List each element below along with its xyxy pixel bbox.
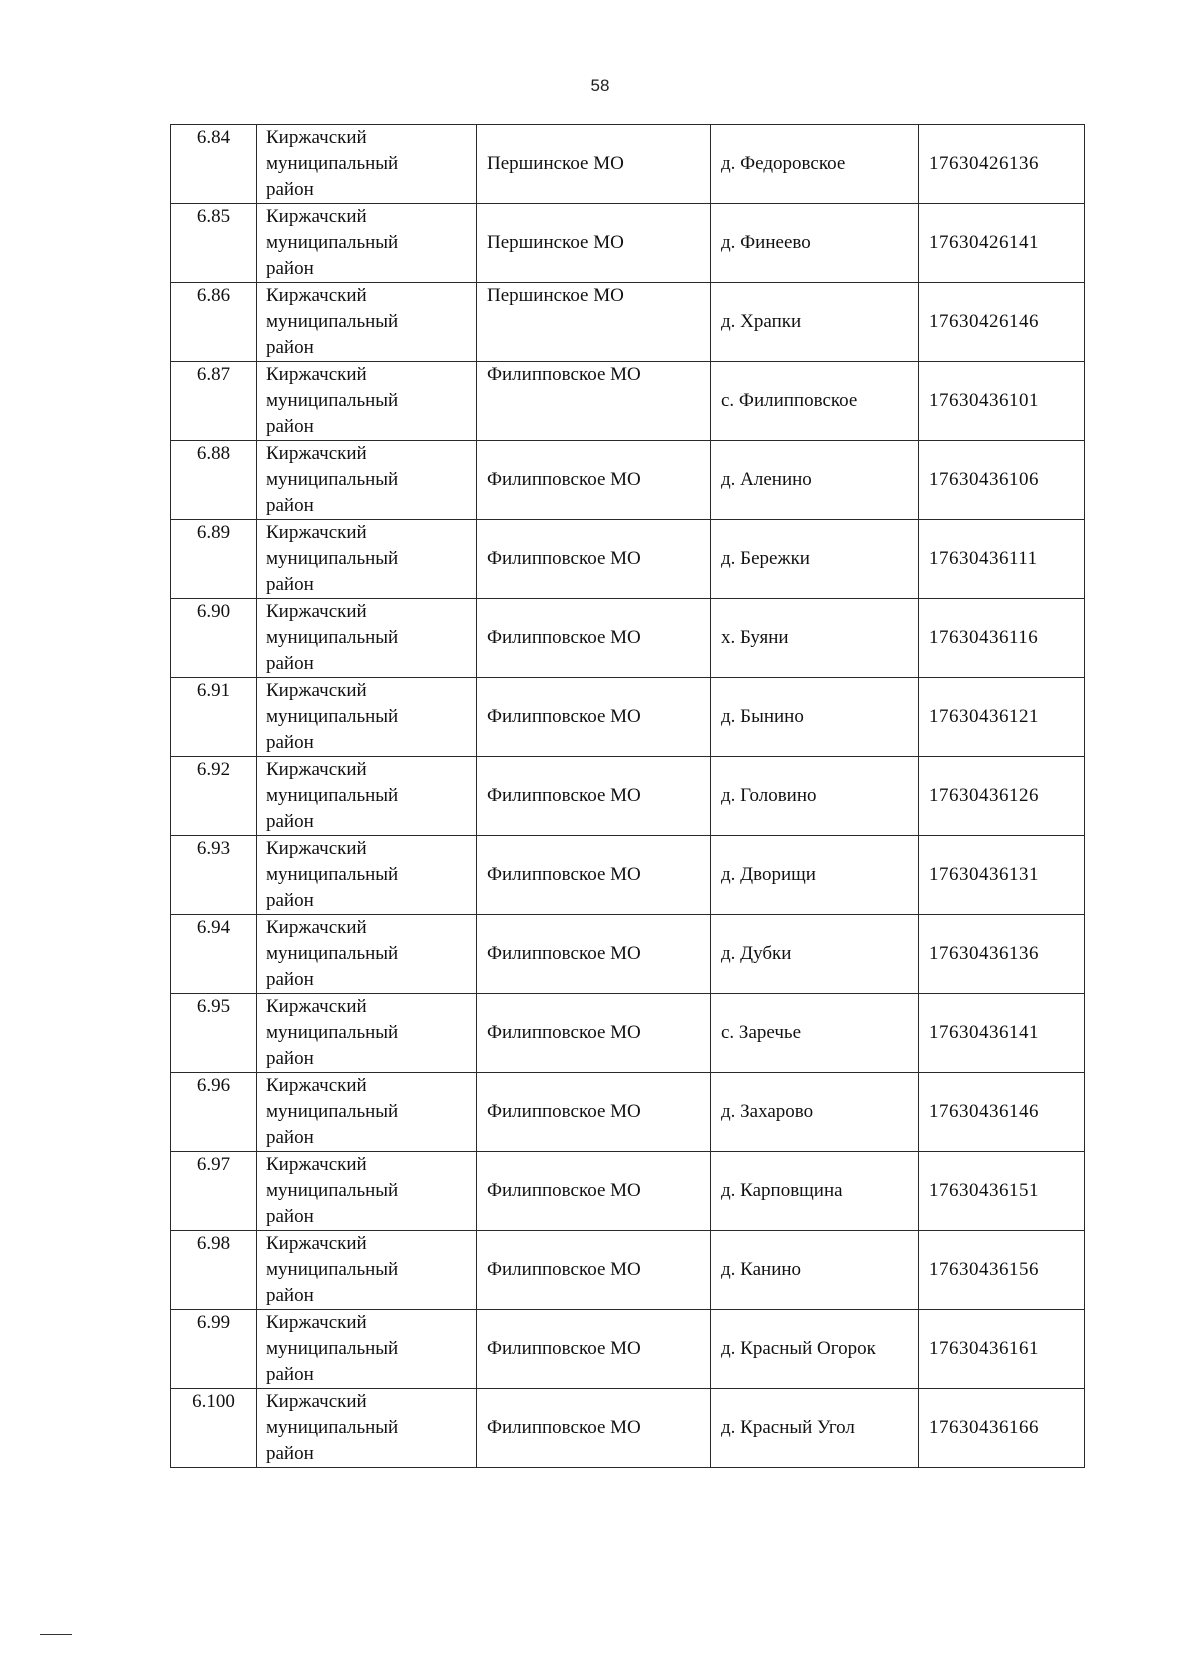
table-row [171,441,1085,520]
district-cell [257,520,477,599]
district-text-line: район [266,574,314,595]
district-text-line: район [266,416,314,437]
municipal-unit-cell: Першинское МО [477,283,711,362]
locality-cell: д. Красный Угол [711,1389,919,1468]
district-cell [257,125,477,204]
row-number-cell: 6.97 [171,1152,257,1231]
district-text-line: район [266,495,314,516]
district-text-line: муниципальный [266,864,399,885]
row-number-cell: 6.93 [171,836,257,915]
locality-cell: х. Буяни [711,599,919,678]
corner-scan-mark [40,1634,72,1635]
settlement-registry-table [170,124,1085,1468]
locality-cell: с. Филипповское [711,362,919,441]
district-cell [257,362,477,441]
municipal-unit-cell: Филипповское МО [477,915,711,994]
table-row [171,915,1085,994]
oktmo-code-cell: 17630436101 [919,362,1085,441]
district-text-line: район [266,1127,314,1148]
row-number-cell: 6.87 [171,362,257,441]
locality-cell: д. Бынино [711,678,919,757]
district-cell [257,204,477,283]
municipal-unit-cell: Филипповское МО [477,1389,711,1468]
district-text-line: Киржачский [266,1154,367,1175]
district-cell [257,1310,477,1389]
locality-cell: д. Финеево [711,204,919,283]
municipal-unit-cell: Филипповское МО [477,1231,711,1310]
row-number-cell: 6.94 [171,915,257,994]
municipal-unit-cell: Филипповское МО [477,1073,711,1152]
locality-cell: д. Дубки [711,915,919,994]
municipal-unit-cell: Филипповское МО [477,994,711,1073]
district-text-line: район [266,1048,314,1069]
oktmo-code-cell: 17630436126 [919,757,1085,836]
district-cell [257,994,477,1073]
table-row [171,1389,1085,1468]
municipal-unit-cell: Филипповское МО [477,757,711,836]
district-text-line: муниципальный [266,1022,399,1043]
district-text-line: муниципальный [266,548,399,569]
oktmo-code-cell: 17630436166 [919,1389,1085,1468]
district-cell [257,599,477,678]
district-text-line: муниципальный [266,1101,399,1122]
district-cell [257,757,477,836]
municipal-unit-cell: Филипповское МО [477,1310,711,1389]
district-text-line: район [266,811,314,832]
district-text-line: Киржачский [266,680,367,701]
row-number-cell: 6.98 [171,1231,257,1310]
oktmo-code-cell: 17630426141 [919,204,1085,283]
district-text-line: Киржачский [266,759,367,780]
row-number-cell: 6.86 [171,283,257,362]
district-text-line: муниципальный [266,469,399,490]
district-cell [257,441,477,520]
district-text-line: Киржачский [266,996,367,1017]
oktmo-code-cell: 17630436161 [919,1310,1085,1389]
district-text-line: Киржачский [266,206,367,227]
oktmo-code-cell: 17630436151 [919,1152,1085,1231]
oktmo-code-cell: 17630436146 [919,1073,1085,1152]
row-number-cell: 6.89 [171,520,257,599]
district-text-line: Киржачский [266,601,367,622]
municipal-unit-cell: Першинское МО [477,125,711,204]
locality-cell: д. Канино [711,1231,919,1310]
district-text-line: муниципальный [266,1338,399,1359]
locality-cell: с. Заречье [711,994,919,1073]
district-cell [257,1152,477,1231]
district-text-line: район [266,969,314,990]
district-text-line: муниципальный [266,1417,399,1438]
district-text-line: муниципальный [266,1259,399,1280]
row-number-cell: 6.91 [171,678,257,757]
district-text-line: муниципальный [266,706,399,727]
table-row [171,1231,1085,1310]
district-cell [257,915,477,994]
locality-cell: д. Дворищи [711,836,919,915]
district-text-line: район [266,337,314,358]
locality-cell: д. Захарово [711,1073,919,1152]
locality-cell: д. Аленино [711,441,919,520]
district-text-line: район [266,1285,314,1306]
municipal-unit-cell: Филипповское МО [477,520,711,599]
row-number-cell: 6.96 [171,1073,257,1152]
district-text-line: муниципальный [266,785,399,806]
district-text-line: Киржачский [266,1233,367,1254]
registry-table-body [171,125,1085,1468]
table-row [171,1152,1085,1231]
row-number-cell: 6.85 [171,204,257,283]
district-text-line: район [266,1443,314,1464]
locality-cell: д. Бережки [711,520,919,599]
municipal-unit-cell: Филипповское МО [477,441,711,520]
oktmo-code-cell: 17630436156 [919,1231,1085,1310]
row-number-cell: 6.90 [171,599,257,678]
oktmo-code-cell: 17630436131 [919,836,1085,915]
district-text-line: район [266,732,314,753]
district-text-line: район [266,179,314,200]
district-text-line: Киржачский [266,917,367,938]
oktmo-code-cell: 17630436111 [919,520,1085,599]
oktmo-code-cell: 17630436116 [919,599,1085,678]
district-cell [257,1389,477,1468]
locality-cell: д. Карповщина [711,1152,919,1231]
municipal-unit-cell: Филипповское МО [477,678,711,757]
table-row [171,125,1085,204]
district-cell [257,283,477,362]
district-text-line: район [266,1206,314,1227]
table-row [171,599,1085,678]
district-text-line: Киржачский [266,127,367,148]
row-number-cell: 6.95 [171,994,257,1073]
oktmo-code-cell: 17630436141 [919,994,1085,1073]
municipal-unit-cell: Филипповское МО [477,599,711,678]
municipal-unit-cell: Филипповское МО [477,1152,711,1231]
district-text-line: Киржачский [266,1075,367,1096]
table-row [171,1073,1085,1152]
district-cell [257,1073,477,1152]
row-number-cell: 6.99 [171,1310,257,1389]
district-text-line: муниципальный [266,153,399,174]
district-text-line: муниципальный [266,627,399,648]
municipal-unit-cell: Першинское МО [477,204,711,283]
table-row [171,994,1085,1073]
district-text-line: район [266,1364,314,1385]
district-text-line: район [266,890,314,911]
municipal-unit-cell: Филипповское МО [477,362,711,441]
row-number-cell: 6.100 [171,1389,257,1468]
district-text-line: Киржачский [266,285,367,306]
district-text-line: муниципальный [266,943,399,964]
municipal-unit-cell: Филипповское МО [477,836,711,915]
oktmo-code-cell: 17630436121 [919,678,1085,757]
table-row [171,283,1085,362]
district-text-line: Киржачский [266,522,367,543]
district-text-line: район [266,653,314,674]
row-number-cell: 6.92 [171,757,257,836]
district-cell [257,1231,477,1310]
page-number: 58 [590,76,610,95]
table-row [171,204,1085,283]
table-row [171,520,1085,599]
district-text-line: Киржачский [266,1312,367,1333]
district-text-line: Киржачский [266,838,367,859]
district-text-line: район [266,258,314,279]
row-number-cell: 6.84 [171,125,257,204]
table-row [171,1310,1085,1389]
table-row [171,757,1085,836]
oktmo-code-cell: 17630426146 [919,283,1085,362]
table-row [171,678,1085,757]
district-text-line: муниципальный [266,1180,399,1201]
table-row [171,836,1085,915]
locality-cell: д. Головино [711,757,919,836]
district-text-line: Киржачский [266,1391,367,1412]
oktmo-code-cell: 17630426136 [919,125,1085,204]
oktmo-code-cell: 17630436136 [919,915,1085,994]
locality-cell: д. Красный Огорок [711,1310,919,1389]
district-cell [257,836,477,915]
row-number-cell: 6.88 [171,441,257,520]
district-text-line: Киржачский [266,364,367,385]
district-text-line: Киржачский [266,443,367,464]
district-text-line: муниципальный [266,311,399,332]
district-text-line: муниципальный [266,390,399,411]
district-text-line: муниципальный [266,232,399,253]
locality-cell: д. Федоровское [711,125,919,204]
district-cell [257,678,477,757]
oktmo-code-cell: 17630436106 [919,441,1085,520]
locality-cell: д. Храпки [711,283,919,362]
table-row [171,362,1085,441]
